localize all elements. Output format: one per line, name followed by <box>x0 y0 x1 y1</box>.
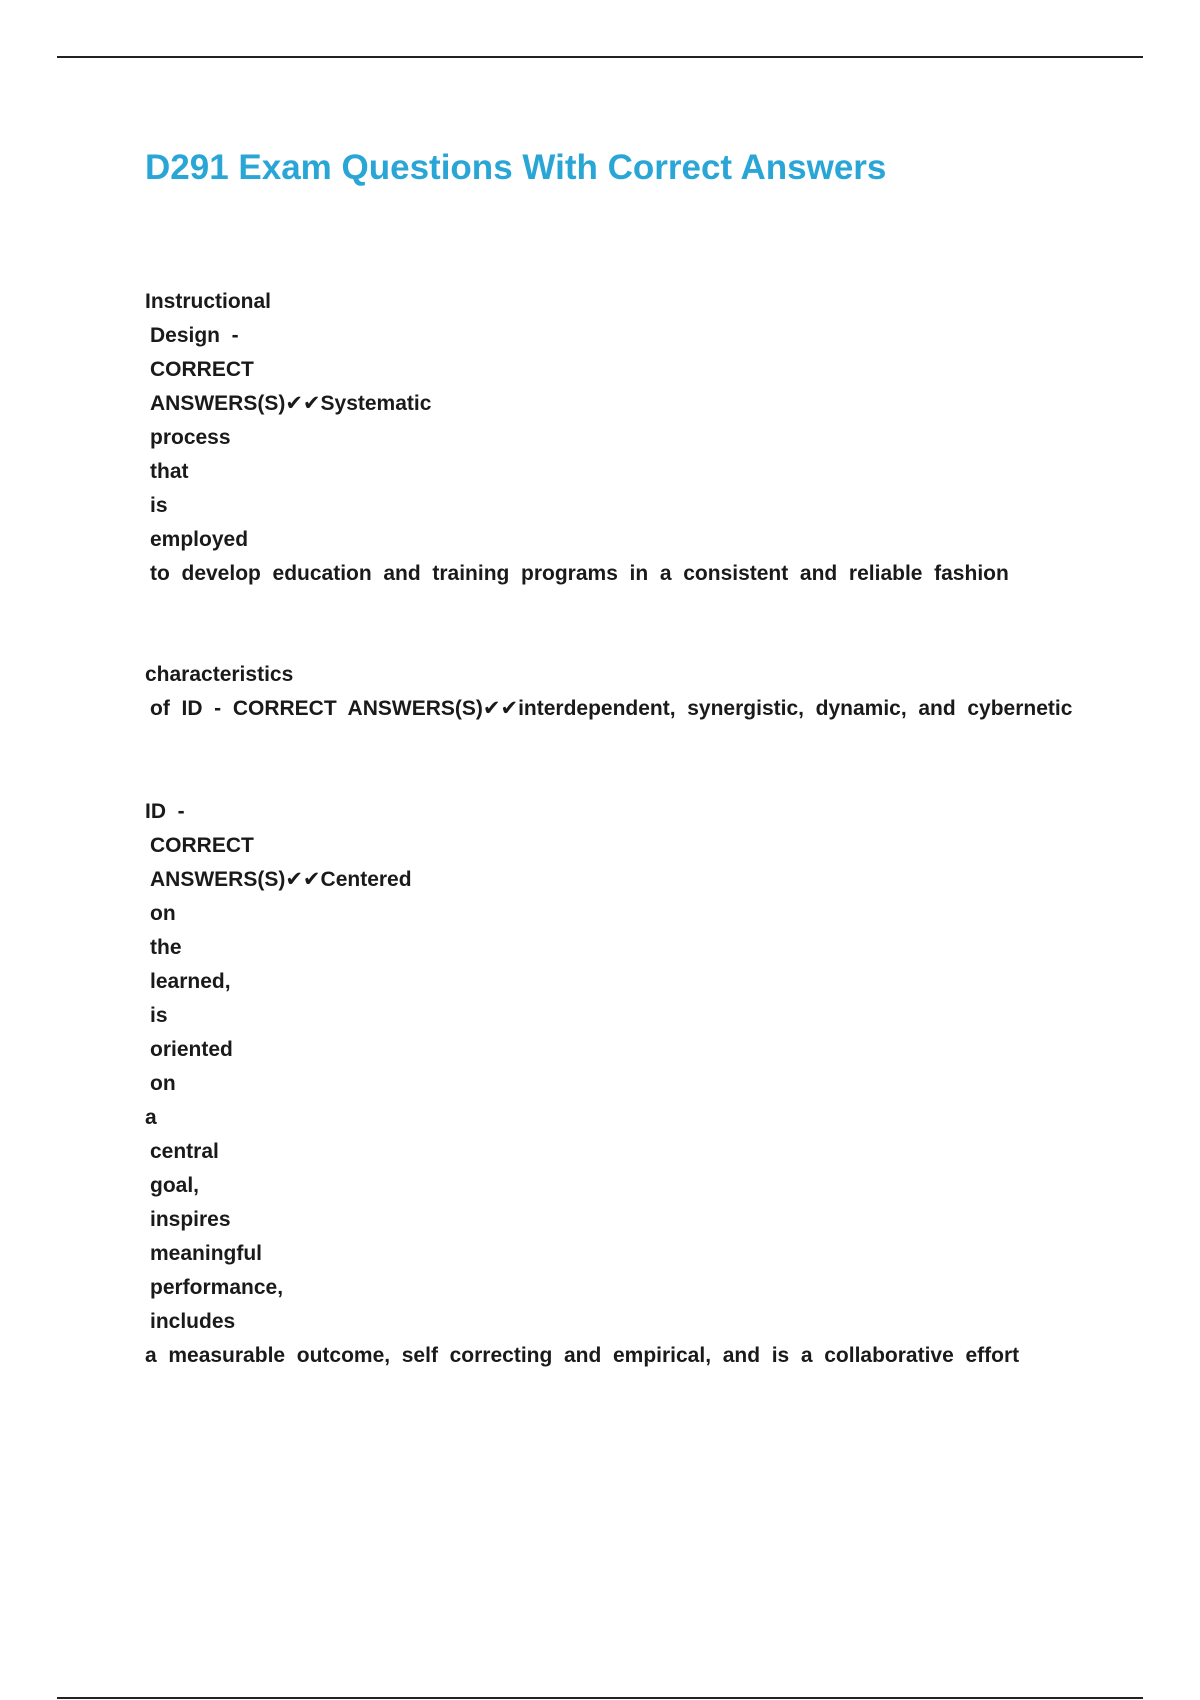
qa-entry-instructional-design <box>145 285 1009 591</box>
entry-line: performance, <box>150 1276 284 1299</box>
document-title: D291 Exam Questions With Correct Answers <box>145 148 887 187</box>
entry-line: ANSWERS(S)✔✔Centered <box>150 868 412 891</box>
entry-line: central <box>150 1140 219 1163</box>
entry-line: of ID - CORRECT ANSWERS(S)✔✔interdependent, synergistic, dynamic, and cybernetic <box>150 697 1073 720</box>
entry-line: CORRECT <box>150 358 254 381</box>
entry-line: is <box>150 1004 168 1027</box>
entry-line: on <box>150 902 176 925</box>
entry-line: Instructional <box>145 290 272 313</box>
qa-entry-id <box>145 795 1019 1373</box>
entry-line: is <box>150 494 168 517</box>
entry-line: a measurable outcome, self correcting and empirical, and is a collaborative effort <box>145 1344 1020 1367</box>
entry-line: a <box>145 1106 157 1129</box>
entry-line: characteristics <box>145 663 294 686</box>
entry-line: includes <box>150 1310 236 1333</box>
entry-line: that <box>150 460 189 483</box>
entry-line: the <box>150 936 182 959</box>
entry-line: CORRECT <box>150 834 254 857</box>
entry-line: ANSWERS(S)✔✔Systematic <box>150 392 432 415</box>
entry-line: Design - <box>150 324 239 347</box>
entry-line: on <box>150 1072 176 1095</box>
footer-rule <box>57 1697 1143 1699</box>
qa-entry-characteristics-of-id <box>145 658 1072 726</box>
entry-line: employed <box>150 528 249 551</box>
entry-line: ID - <box>145 800 185 823</box>
entry-line: learned, <box>150 970 231 993</box>
entry-line: oriented <box>150 1038 233 1061</box>
header-rule <box>57 56 1143 58</box>
entry-line: goal, <box>150 1174 200 1197</box>
entry-line: to develop education and training programs in a consistent and reliable fashion <box>150 562 1009 585</box>
entry-line: meaningful <box>150 1242 263 1265</box>
entry-line: process <box>150 426 231 449</box>
entry-line: inspires <box>150 1208 231 1231</box>
